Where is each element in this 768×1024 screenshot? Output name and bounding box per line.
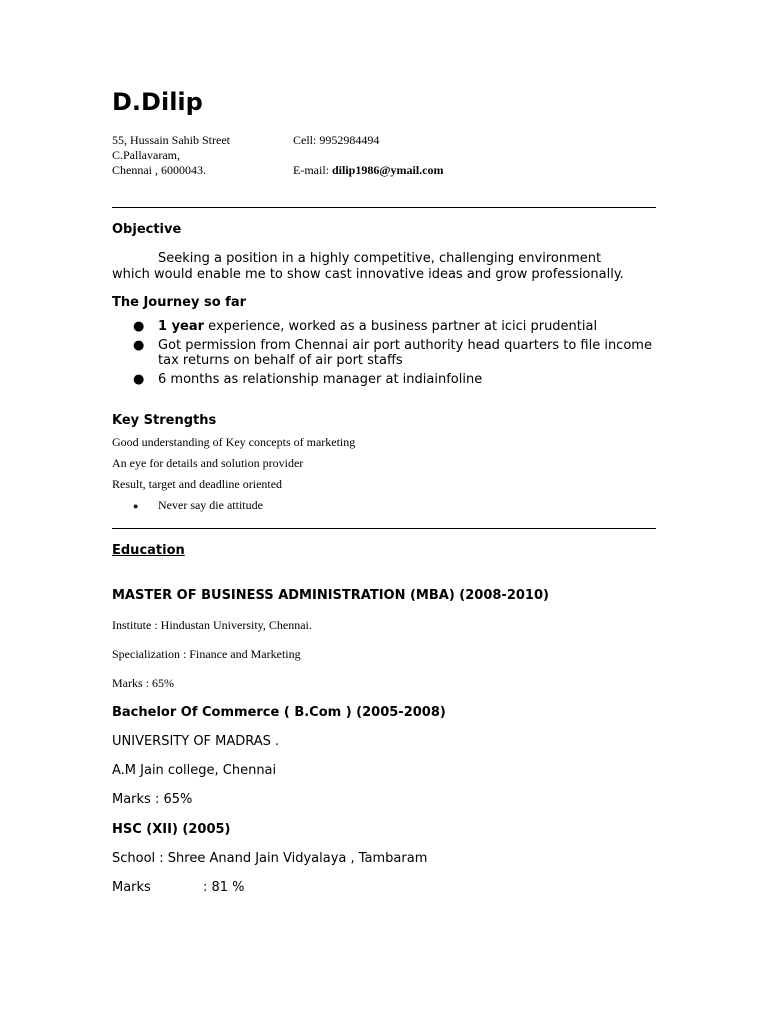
mba-marks: Marks : 65% <box>112 676 174 690</box>
divider-bottom <box>112 528 656 529</box>
email-label: E-mail: <box>293 163 329 177</box>
mba-title: MASTER OF BUSINESS ADMINISTRATION (MBA) (2008-2010) <box>112 588 549 603</box>
address-line-2: C.Pallavaram, <box>112 148 180 162</box>
cell-line <box>293 133 379 148</box>
journey-list <box>112 319 652 390</box>
strength-line: Good understanding of Key concepts of marketing <box>112 435 356 449</box>
education-heading: Education <box>112 543 185 558</box>
list-item <box>112 319 652 335</box>
objective-heading: Objective <box>112 222 182 237</box>
address-line-1: 55, Hussain Sahib Street <box>112 133 230 147</box>
list-item <box>112 338 652 369</box>
strength-bullet-text: Never say die attitude <box>158 498 263 512</box>
journey-item-bold: 1 year <box>158 319 205 334</box>
list-item <box>112 372 652 388</box>
cell-value: 9952984494 <box>319 133 380 147</box>
mba-specialization: Specialization : Finance and Marketing <box>112 647 301 661</box>
bullet-icon: ● <box>133 501 139 511</box>
hsc-title: HSC (XII) (2005) <box>112 822 231 837</box>
bcom-marks: Marks : 65% <box>112 792 193 807</box>
hsc-school: School : Shree Anand Jain Vidyalaya , Tambaram <box>112 851 428 866</box>
bullet-icon: ● <box>133 371 145 387</box>
journey-heading: The Journey so far <box>112 295 247 310</box>
bullet-icon: ● <box>133 319 145 334</box>
hsc-marks-label: Marks <box>112 880 151 895</box>
address-line-3: Chennai , 6000043. <box>112 163 206 177</box>
journey-item-text: 6 months as relationship manager at indiainfoline <box>158 371 483 387</box>
objective-text: Seeking a position in a highly competitive, challenging environment which would enable me to show cast innovative ideas and grow professionally. <box>112 251 624 282</box>
divider-top <box>112 207 656 208</box>
email-value[interactable]: dilip1986@ymail.com <box>332 163 444 177</box>
bcom-college: A.M Jain college, Chennai <box>112 763 277 778</box>
bcom-title: Bachelor Of Commerce ( B.Com ) (2005-2008) <box>112 705 446 720</box>
journey-item-text: experience, worked as a business partner at icici prudential <box>204 319 598 334</box>
bcom-university: UNIVERSITY OF MADRAS . <box>112 734 280 749</box>
strength-line: Result, target and deadline oriented <box>112 477 283 491</box>
bullet-icon: ● <box>133 337 145 353</box>
list-item <box>112 498 672 514</box>
strength-line: An eye for details and solution provider <box>112 456 304 470</box>
email-line <box>293 163 444 178</box>
hsc-marks-value: : 81 % <box>203 880 245 895</box>
mba-institute: Institute : Hindustan University, Chennai. <box>112 618 312 632</box>
cell-label: Cell: <box>293 133 317 147</box>
candidate-name: D.Dilip <box>112 88 203 116</box>
strengths-bullets <box>112 498 672 517</box>
strengths-heading: Key Strengths <box>112 413 217 428</box>
journey-item-text: Got permission from Chennai air port authority head quarters to file income tax returns on behalf of air port staffs <box>158 337 652 368</box>
